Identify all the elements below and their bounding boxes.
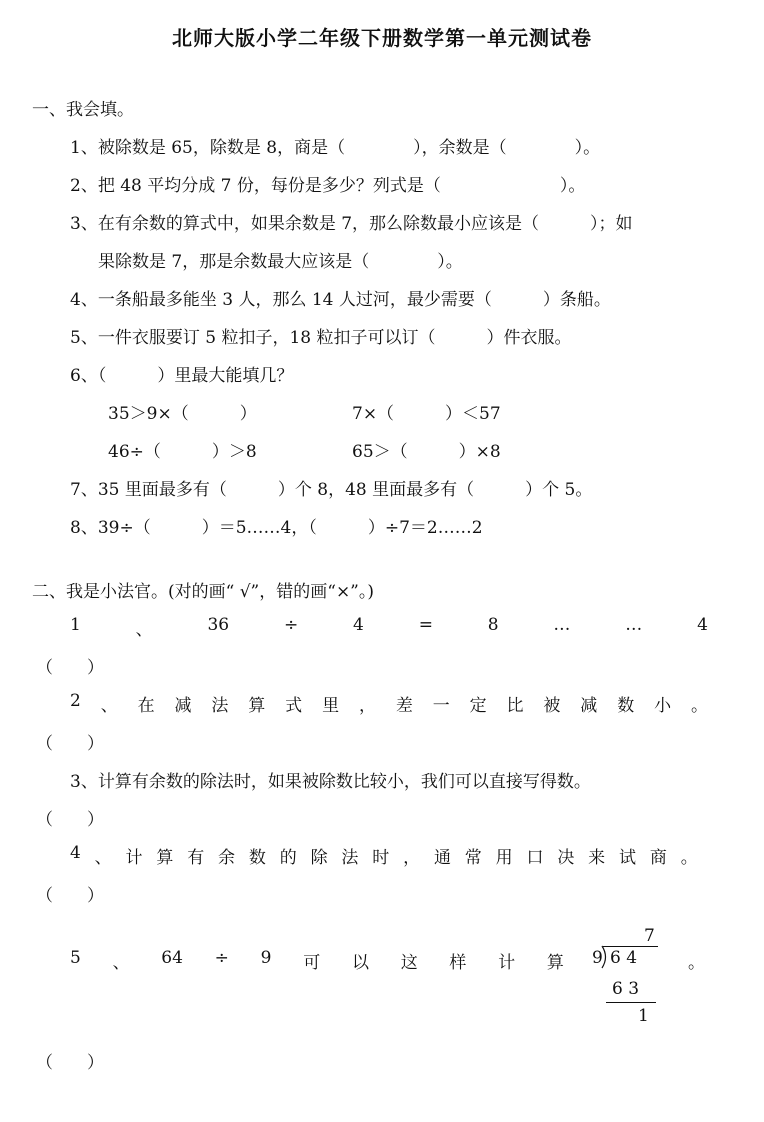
q4-token: 余 [218, 848, 236, 868]
q4-token: 口 [526, 848, 544, 868]
ld-divisor: 9 [592, 948, 603, 968]
q4-token: 计 [125, 848, 143, 868]
q4-token: 有 [187, 848, 205, 868]
q1-token: 36 [207, 615, 230, 635]
q2-token: 、 [100, 696, 118, 716]
q4-token: 决 [557, 848, 575, 868]
q2-token: 减 [580, 696, 598, 716]
q5-token: 算 [546, 953, 564, 973]
answer-paren-q5[interactable]: （ ） [36, 1053, 104, 1073]
q4-token: 常 [464, 848, 482, 868]
question-1-3-line1: 3、在有余数的算式中，如果余数是 7，那么除数最小应该是（ ）；如 [70, 214, 633, 234]
answer-paren-q2[interactable]: （ ） [36, 734, 104, 754]
q2-token: 定 [469, 696, 487, 716]
q1-token: 4 [353, 615, 364, 635]
q4-token: 时 [372, 848, 390, 868]
q4-token: 来 [588, 848, 606, 868]
question-1-4: 4、一条船最多能坐 3 人，那么 14 人过河，最少需要（ ）条船。 [70, 290, 611, 310]
q1-token: … [625, 615, 643, 635]
question-1-8: 8、39÷（ ）＝5……4，（ ）÷7＝2……2 [70, 518, 483, 538]
q2-token: 数 [617, 696, 635, 716]
q2-token: 算 [248, 696, 266, 716]
ld-vinculum [603, 946, 658, 947]
q4-token: 商 [649, 848, 667, 868]
q5-token: 可 [303, 953, 321, 973]
inequality-4: 65＞（ ）×8 [352, 442, 501, 462]
q2-token: 2 [70, 691, 81, 711]
q5-token: ÷ [214, 948, 229, 968]
ld-remainder: 1 [638, 1006, 649, 1026]
q5-token: 以 [351, 953, 369, 973]
page-title: 北师大版小学二年级下册数学第一单元测试卷 [172, 26, 592, 50]
q4-token: 除 [310, 848, 328, 868]
q5-token: 这 [400, 953, 418, 973]
q1-token: 、 [135, 620, 153, 640]
ld-bracket [600, 944, 610, 970]
q1-token: … [553, 615, 571, 635]
q1-token: 1 [70, 615, 81, 635]
judge-q4 [70, 843, 698, 868]
question-1-1: 1、被除数是 65，除数是 8，商是（ ），余数是（ ）。 [70, 138, 601, 158]
q2-token: 法 [211, 696, 229, 716]
question-1-5: 5、一件衣服要订 5 粒扣子，18 粒扣子可以订（ ）件衣服。 [70, 328, 572, 348]
q5-token: 64 [161, 948, 183, 968]
answer-paren-q3[interactable]: （ ） [36, 810, 104, 830]
section2-heading: 二、我是小法官。(对的画“ √”，错的画“×”。) [32, 582, 375, 602]
question-1-7: 7、35 里面最多有（ ）个 8，48 里面最多有（ ）个 5。 [70, 480, 593, 500]
q4-token: 法 [341, 848, 359, 868]
q2-token: 。 [690, 696, 708, 716]
q4-token: 、 [94, 848, 112, 868]
q2-token: 一 [432, 696, 450, 716]
q4-token: 的 [279, 848, 297, 868]
q4-token: 用 [495, 848, 513, 868]
answer-paren-q4[interactable]: （ ） [36, 886, 104, 906]
answer-paren-q1[interactable]: （ ） [36, 658, 104, 678]
q2-token: 式 [285, 696, 303, 716]
judge-q5 [70, 948, 564, 973]
q2-token: 减 [174, 696, 192, 716]
section1-heading: 一、我会填。 [32, 100, 134, 120]
judge-q1 [70, 615, 708, 640]
q5-token: 9 [260, 948, 272, 968]
inequality-1: 35＞9×（ ） [108, 404, 257, 424]
ld-dividend: 6 4 [610, 948, 638, 968]
q2-token: 比 [506, 696, 524, 716]
question-1-3-line2: 果除数是 7，那是余数最大应该是（ ）。 [98, 252, 463, 272]
q4-token: 算 [156, 848, 174, 868]
inequality-2: 7×（ ）＜57 [352, 404, 501, 424]
judge-q2 [70, 691, 708, 716]
q5-token: 、 [112, 953, 130, 973]
q2-token: 小 [654, 696, 672, 716]
q4-token: 试 [619, 848, 637, 868]
question-1-6: 6、（ ）里最大能填几？ [70, 366, 294, 386]
q5-token: 计 [498, 953, 516, 973]
q2-token: ， [358, 696, 376, 716]
q1-token: 8 [487, 615, 499, 635]
q4-token: 数 [248, 848, 266, 868]
q2-token: 在 [137, 696, 155, 716]
q2-token: 差 [395, 696, 413, 716]
ld-product: 6 3 [612, 979, 640, 999]
question-1-2: 2、把 48 平均分成 7 份，每份是多少？列式是（ ）。 [70, 176, 586, 196]
q4-token: 通 [433, 848, 451, 868]
q1-token: 4 [697, 615, 708, 635]
inequality-3: 46÷（ ）＞8 [108, 442, 257, 462]
q1-token: ÷ [283, 615, 299, 635]
q2-token: 被 [543, 696, 561, 716]
q4-token: ， [403, 848, 421, 868]
q2-token: 里 [322, 696, 340, 716]
q5-token: 样 [449, 953, 467, 973]
ld-quotient: 7 [644, 926, 655, 946]
q5-token: 5 [70, 948, 81, 968]
q5-period: 。 [688, 953, 705, 973]
judge-q3: 3、计算有余数的除法时，如果被除数比较小，我们可以直接写得数。 [70, 772, 591, 792]
q1-token: = [418, 615, 433, 635]
q4-token: 4 [70, 843, 81, 863]
q4-token: 。 [680, 848, 698, 868]
ld-subtract-line [606, 1002, 656, 1003]
